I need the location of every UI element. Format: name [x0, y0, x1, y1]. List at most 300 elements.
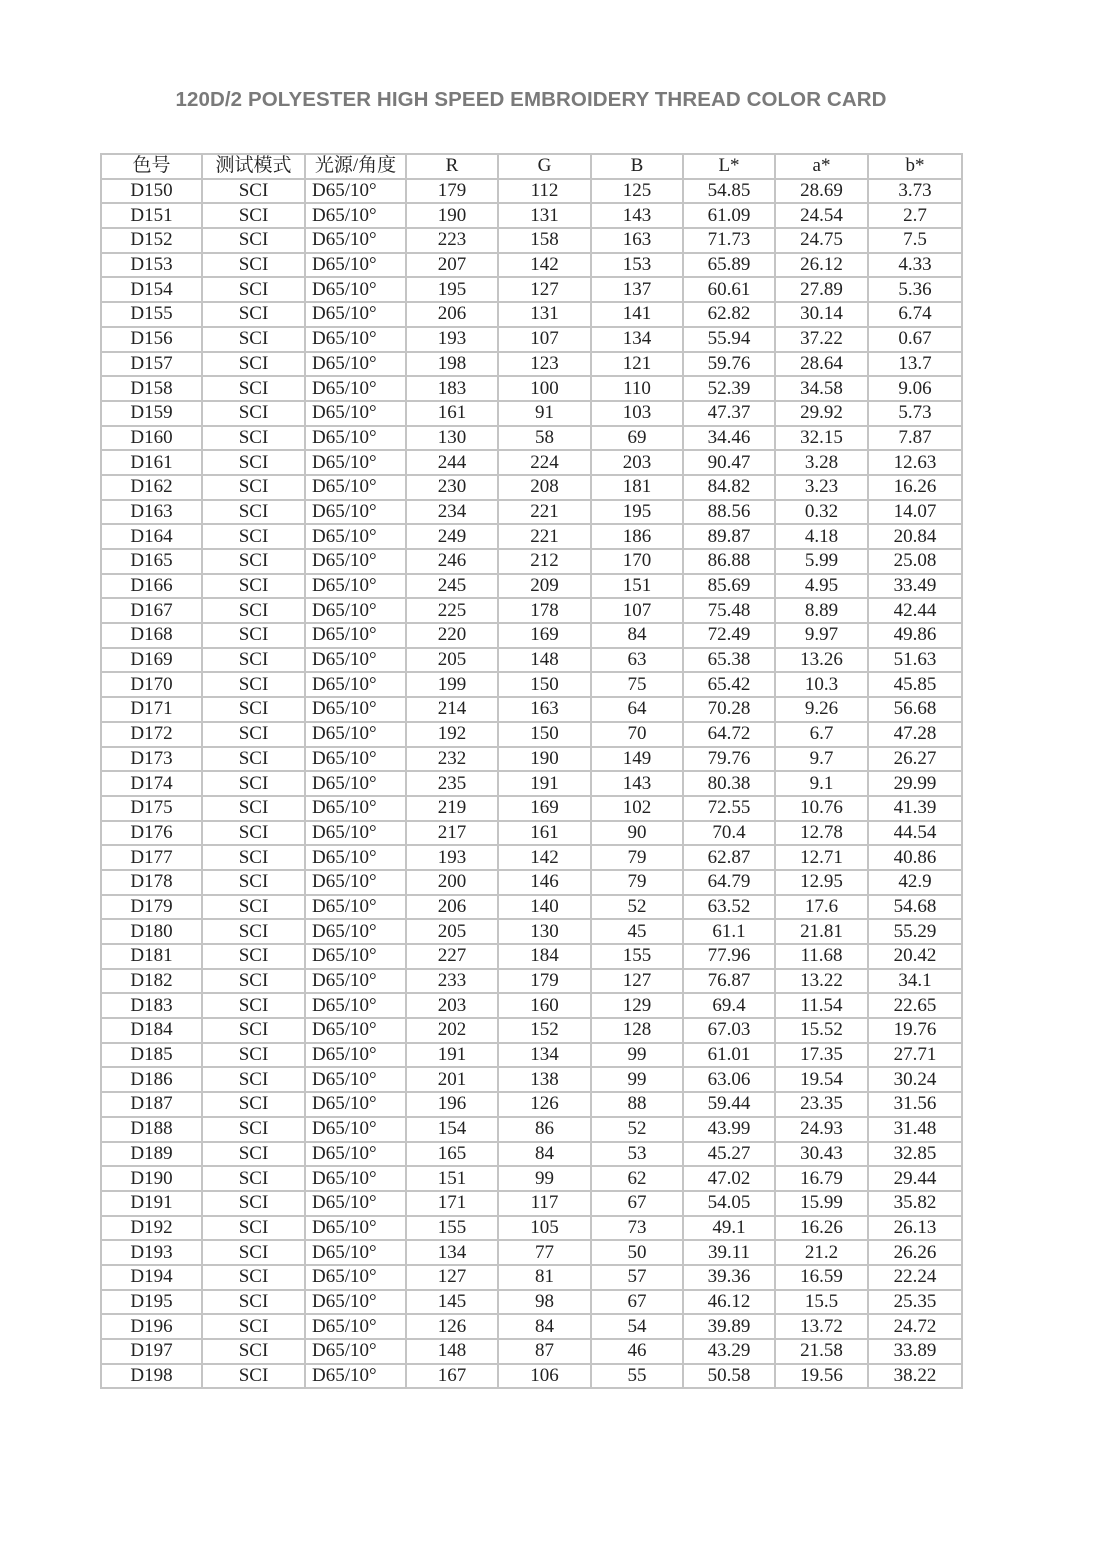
cell-illuminant-angle: D65/10°: [305, 401, 406, 426]
cell-illuminant-angle: D65/10°: [305, 549, 406, 574]
cell-illuminant-angle: D65/10°: [305, 1314, 406, 1339]
cell-a-star: 8.89: [775, 598, 868, 623]
cell-test-mode: SCI: [202, 401, 305, 426]
table-row: [101, 1043, 962, 1068]
cell-l-star: 75.48: [683, 598, 775, 623]
cell-r: 193: [406, 327, 498, 352]
cell-color-code: D176: [101, 821, 202, 846]
cell-illuminant-angle: D65/10°: [305, 796, 406, 821]
cell-test-mode: SCI: [202, 500, 305, 525]
cell-illuminant-angle: D65/10°: [305, 870, 406, 895]
cell-r: 245: [406, 574, 498, 599]
cell-b-star: 5.36: [868, 277, 962, 302]
table-row: [101, 796, 962, 821]
cell-r: 179: [406, 179, 498, 204]
cell-a-star: 15.52: [775, 1018, 868, 1043]
cell-b: 151: [591, 574, 683, 599]
cell-l-star: 62.87: [683, 845, 775, 870]
cell-b-star: 47.28: [868, 722, 962, 747]
cell-b-star: 27.71: [868, 1043, 962, 1068]
cell-r: 161: [406, 401, 498, 426]
cell-a-star: 10.3: [775, 672, 868, 697]
cell-test-mode: SCI: [202, 1166, 305, 1191]
cell-test-mode: SCI: [202, 574, 305, 599]
cell-a-star: 30.43: [775, 1142, 868, 1167]
cell-color-code: D167: [101, 598, 202, 623]
cell-r: 219: [406, 796, 498, 821]
cell-test-mode: SCI: [202, 1265, 305, 1290]
table-row: [101, 771, 962, 796]
cell-color-code: D198: [101, 1364, 202, 1389]
table-row: [101, 574, 962, 599]
cell-test-mode: SCI: [202, 1043, 305, 1068]
cell-illuminant-angle: D65/10°: [305, 697, 406, 722]
cell-a-star: 13.22: [775, 969, 868, 994]
cell-test-mode: SCI: [202, 1191, 305, 1216]
cell-illuminant-angle: D65/10°: [305, 277, 406, 302]
cell-a-star: 16.79: [775, 1166, 868, 1191]
cell-color-code: D181: [101, 944, 202, 969]
cell-g: 105: [498, 1216, 591, 1241]
cell-color-code: D169: [101, 648, 202, 673]
cell-test-mode: SCI: [202, 1216, 305, 1241]
cell-b-star: 29.44: [868, 1166, 962, 1191]
cell-color-code: D157: [101, 352, 202, 377]
cell-b: 103: [591, 401, 683, 426]
table-row: [101, 1142, 962, 1167]
cell-test-mode: SCI: [202, 549, 305, 574]
cell-color-code: D194: [101, 1265, 202, 1290]
cell-color-code: D172: [101, 722, 202, 747]
cell-test-mode: SCI: [202, 1339, 305, 1364]
cell-color-code: D190: [101, 1166, 202, 1191]
cell-g: 190: [498, 747, 591, 772]
cell-illuminant-angle: D65/10°: [305, 747, 406, 772]
cell-r: 195: [406, 277, 498, 302]
cell-b-star: 40.86: [868, 845, 962, 870]
cell-test-mode: SCI: [202, 302, 305, 327]
cell-a-star: 21.2: [775, 1240, 868, 1265]
cell-b-star: 22.24: [868, 1265, 962, 1290]
cell-b: 52: [591, 895, 683, 920]
cell-l-star: 39.36: [683, 1265, 775, 1290]
cell-g: 160: [498, 993, 591, 1018]
cell-b: 129: [591, 993, 683, 1018]
cell-color-code: D152: [101, 228, 202, 253]
cell-b-star: 6.74: [868, 302, 962, 327]
cell-illuminant-angle: D65/10°: [305, 672, 406, 697]
cell-r: 214: [406, 697, 498, 722]
cell-l-star: 54.05: [683, 1191, 775, 1216]
cell-b: 203: [591, 450, 683, 475]
header-l-star: L*: [683, 154, 775, 179]
cell-illuminant-angle: D65/10°: [305, 500, 406, 525]
header-b-star: b*: [868, 154, 962, 179]
cell-test-mode: SCI: [202, 1067, 305, 1092]
cell-illuminant-angle: D65/10°: [305, 1067, 406, 1092]
cell-test-mode: SCI: [202, 771, 305, 796]
cell-illuminant-angle: D65/10°: [305, 1166, 406, 1191]
cell-g: 209: [498, 574, 591, 599]
cell-test-mode: SCI: [202, 944, 305, 969]
cell-a-star: 28.64: [775, 352, 868, 377]
cell-g: 126: [498, 1092, 591, 1117]
table-row: [101, 623, 962, 648]
table-row: [101, 1191, 962, 1216]
table-row: [101, 1216, 962, 1241]
table-row: [101, 1290, 962, 1315]
cell-b: 134: [591, 327, 683, 352]
cell-a-star: 30.14: [775, 302, 868, 327]
header-test-mode: 测试模式: [202, 154, 305, 179]
cell-illuminant-angle: D65/10°: [305, 1142, 406, 1167]
cell-test-mode: SCI: [202, 1290, 305, 1315]
cell-a-star: 16.26: [775, 1216, 868, 1241]
table-row: [101, 747, 962, 772]
cell-color-code: D166: [101, 574, 202, 599]
cell-g: 142: [498, 253, 591, 278]
cell-b-star: 5.73: [868, 401, 962, 426]
cell-b: 54: [591, 1314, 683, 1339]
table-row: [101, 697, 962, 722]
cell-l-star: 85.69: [683, 574, 775, 599]
cell-r: 205: [406, 648, 498, 673]
cell-b-star: 33.49: [868, 574, 962, 599]
cell-b: 73: [591, 1216, 683, 1241]
cell-illuminant-angle: D65/10°: [305, 1018, 406, 1043]
cell-test-mode: SCI: [202, 1018, 305, 1043]
cell-g: 191: [498, 771, 591, 796]
cell-l-star: 80.38: [683, 771, 775, 796]
cell-r: 190: [406, 203, 498, 228]
cell-b: 186: [591, 524, 683, 549]
table-row: [101, 1314, 962, 1339]
table-row: [101, 426, 962, 451]
cell-a-star: 13.72: [775, 1314, 868, 1339]
cell-l-star: 90.47: [683, 450, 775, 475]
cell-illuminant-angle: D65/10°: [305, 1043, 406, 1068]
cell-test-mode: SCI: [202, 179, 305, 204]
cell-b-star: 33.89: [868, 1339, 962, 1364]
cell-b: 141: [591, 302, 683, 327]
cell-test-mode: SCI: [202, 821, 305, 846]
cell-a-star: 12.71: [775, 845, 868, 870]
cell-g: 178: [498, 598, 591, 623]
table-row: [101, 228, 962, 253]
cell-illuminant-angle: D65/10°: [305, 327, 406, 352]
cell-a-star: 28.69: [775, 179, 868, 204]
cell-b-star: 42.9: [868, 870, 962, 895]
cell-a-star: 11.68: [775, 944, 868, 969]
cell-r: 244: [406, 450, 498, 475]
cell-l-star: 88.56: [683, 500, 775, 525]
cell-b: 149: [591, 747, 683, 772]
cell-b-star: 31.48: [868, 1117, 962, 1142]
cell-color-code: D170: [101, 672, 202, 697]
cell-l-star: 45.27: [683, 1142, 775, 1167]
cell-r: 206: [406, 302, 498, 327]
cell-g: 98: [498, 1290, 591, 1315]
cell-test-mode: SCI: [202, 1117, 305, 1142]
cell-a-star: 12.78: [775, 821, 868, 846]
cell-b-star: 41.39: [868, 796, 962, 821]
cell-g: 86: [498, 1117, 591, 1142]
cell-a-star: 12.95: [775, 870, 868, 895]
cell-color-code: D184: [101, 1018, 202, 1043]
cell-b-star: 13.7: [868, 352, 962, 377]
cell-b-star: 3.73: [868, 179, 962, 204]
table-row: [101, 870, 962, 895]
cell-color-code: D168: [101, 623, 202, 648]
cell-l-star: 65.38: [683, 648, 775, 673]
table-row: [101, 253, 962, 278]
cell-color-code: D173: [101, 747, 202, 772]
cell-b: 70: [591, 722, 683, 747]
cell-illuminant-angle: D65/10°: [305, 1117, 406, 1142]
table-row: [101, 1117, 962, 1142]
cell-r: 249: [406, 524, 498, 549]
cell-l-star: 67.03: [683, 1018, 775, 1043]
cell-illuminant-angle: D65/10°: [305, 450, 406, 475]
table-row: [101, 475, 962, 500]
cell-illuminant-angle: D65/10°: [305, 845, 406, 870]
cell-illuminant-angle: D65/10°: [305, 179, 406, 204]
cell-a-star: 4.18: [775, 524, 868, 549]
cell-g: 84: [498, 1142, 591, 1167]
cell-illuminant-angle: D65/10°: [305, 1339, 406, 1364]
cell-color-code: D150: [101, 179, 202, 204]
header-illuminant-angle: 光源/角度: [305, 154, 406, 179]
cell-r: 205: [406, 919, 498, 944]
cell-l-star: 65.89: [683, 253, 775, 278]
cell-b: 57: [591, 1265, 683, 1290]
cell-g: 123: [498, 352, 591, 377]
cell-color-code: D196: [101, 1314, 202, 1339]
cell-illuminant-angle: D65/10°: [305, 969, 406, 994]
cell-g: 146: [498, 870, 591, 895]
cell-illuminant-angle: D65/10°: [305, 771, 406, 796]
cell-l-star: 65.42: [683, 672, 775, 697]
cell-g: 131: [498, 203, 591, 228]
cell-test-mode: SCI: [202, 722, 305, 747]
table-row: [101, 203, 962, 228]
cell-a-star: 11.54: [775, 993, 868, 1018]
cell-g: 58: [498, 426, 591, 451]
cell-color-code: D171: [101, 697, 202, 722]
cell-r: 207: [406, 253, 498, 278]
cell-g: 77: [498, 1240, 591, 1265]
cell-b-star: 45.85: [868, 672, 962, 697]
cell-b-star: 19.76: [868, 1018, 962, 1043]
cell-l-star: 46.12: [683, 1290, 775, 1315]
cell-b-star: 42.44: [868, 598, 962, 623]
cell-a-star: 9.97: [775, 623, 868, 648]
cell-b-star: 26.27: [868, 747, 962, 772]
table-row: [101, 1240, 962, 1265]
cell-illuminant-angle: D65/10°: [305, 574, 406, 599]
cell-b: 143: [591, 771, 683, 796]
cell-b: 143: [591, 203, 683, 228]
cell-illuminant-angle: D65/10°: [305, 1290, 406, 1315]
cell-l-star: 43.29: [683, 1339, 775, 1364]
cell-g: 221: [498, 500, 591, 525]
cell-g: 161: [498, 821, 591, 846]
table-row: [101, 648, 962, 673]
cell-test-mode: SCI: [202, 1364, 305, 1389]
table-row: [101, 969, 962, 994]
cell-b: 67: [591, 1290, 683, 1315]
cell-b: 137: [591, 277, 683, 302]
cell-b-star: 22.65: [868, 993, 962, 1018]
cell-l-star: 76.87: [683, 969, 775, 994]
cell-color-code: D156: [101, 327, 202, 352]
cell-a-star: 26.12: [775, 253, 868, 278]
cell-b-star: 2.7: [868, 203, 962, 228]
cell-illuminant-angle: D65/10°: [305, 475, 406, 500]
cell-illuminant-angle: D65/10°: [305, 821, 406, 846]
cell-color-code: D192: [101, 1216, 202, 1241]
cell-l-star: 47.37: [683, 401, 775, 426]
cell-a-star: 27.89: [775, 277, 868, 302]
cell-l-star: 60.61: [683, 277, 775, 302]
cell-illuminant-angle: D65/10°: [305, 228, 406, 253]
cell-color-code: D186: [101, 1067, 202, 1092]
cell-test-mode: SCI: [202, 450, 305, 475]
cell-illuminant-angle: D65/10°: [305, 524, 406, 549]
table-row: [101, 672, 962, 697]
cell-illuminant-angle: D65/10°: [305, 1191, 406, 1216]
table-row: [101, 376, 962, 401]
cell-l-star: 59.76: [683, 352, 775, 377]
table-row: [101, 919, 962, 944]
cell-r: 193: [406, 845, 498, 870]
cell-color-code: D151: [101, 203, 202, 228]
cell-color-code: D189: [101, 1142, 202, 1167]
cell-color-code: D174: [101, 771, 202, 796]
table-row: [101, 549, 962, 574]
table-row: [101, 500, 962, 525]
cell-color-code: D185: [101, 1043, 202, 1068]
cell-r: 148: [406, 1339, 498, 1364]
cell-g: 163: [498, 697, 591, 722]
table-row: [101, 845, 962, 870]
cell-l-star: 63.52: [683, 895, 775, 920]
cell-g: 140: [498, 895, 591, 920]
cell-r: 198: [406, 352, 498, 377]
cell-b-star: 14.07: [868, 500, 962, 525]
cell-a-star: 4.95: [775, 574, 868, 599]
cell-r: 127: [406, 1265, 498, 1290]
cell-g: 100: [498, 376, 591, 401]
cell-color-code: D178: [101, 870, 202, 895]
cell-test-mode: SCI: [202, 747, 305, 772]
cell-test-mode: SCI: [202, 969, 305, 994]
cell-r: 145: [406, 1290, 498, 1315]
cell-r: 183: [406, 376, 498, 401]
cell-a-star: 24.93: [775, 1117, 868, 1142]
cell-color-code: D180: [101, 919, 202, 944]
cell-b-star: 49.86: [868, 623, 962, 648]
cell-b: 110: [591, 376, 683, 401]
cell-r: 126: [406, 1314, 498, 1339]
cell-b-star: 24.72: [868, 1314, 962, 1339]
cell-b-star: 26.13: [868, 1216, 962, 1241]
cell-b-star: 26.26: [868, 1240, 962, 1265]
cell-illuminant-angle: D65/10°: [305, 895, 406, 920]
cell-a-star: 29.92: [775, 401, 868, 426]
cell-l-star: 34.46: [683, 426, 775, 451]
cell-color-code: D187: [101, 1092, 202, 1117]
cell-b: 79: [591, 845, 683, 870]
cell-color-code: D179: [101, 895, 202, 920]
cell-color-code: D191: [101, 1191, 202, 1216]
cell-r: 233: [406, 969, 498, 994]
cell-color-code: D165: [101, 549, 202, 574]
cell-g: 212: [498, 549, 591, 574]
cell-l-star: 72.55: [683, 796, 775, 821]
cell-b: 50: [591, 1240, 683, 1265]
cell-b-star: 4.33: [868, 253, 962, 278]
cell-g: 169: [498, 796, 591, 821]
cell-b-star: 0.67: [868, 327, 962, 352]
cell-r: 155: [406, 1216, 498, 1241]
cell-test-mode: SCI: [202, 352, 305, 377]
cell-illuminant-angle: D65/10°: [305, 203, 406, 228]
cell-l-star: 77.96: [683, 944, 775, 969]
cell-g: 106: [498, 1364, 591, 1389]
cell-a-star: 9.26: [775, 697, 868, 722]
cell-g: 107: [498, 327, 591, 352]
cell-b: 67: [591, 1191, 683, 1216]
header-a-star: a*: [775, 154, 868, 179]
cell-b-star: 38.22: [868, 1364, 962, 1389]
cell-r: 200: [406, 870, 498, 895]
cell-g: 158: [498, 228, 591, 253]
color-card-table: [100, 153, 963, 1389]
cell-b-star: 7.5: [868, 228, 962, 253]
cell-b: 153: [591, 253, 683, 278]
cell-b-star: 16.26: [868, 475, 962, 500]
cell-l-star: 63.06: [683, 1067, 775, 1092]
cell-b-star: 7.87: [868, 426, 962, 451]
cell-test-mode: SCI: [202, 895, 305, 920]
cell-l-star: 47.02: [683, 1166, 775, 1191]
cell-l-star: 52.39: [683, 376, 775, 401]
cell-b: 127: [591, 969, 683, 994]
cell-g: 179: [498, 969, 591, 994]
cell-g: 224: [498, 450, 591, 475]
cell-color-code: D160: [101, 426, 202, 451]
cell-b: 75: [591, 672, 683, 697]
cell-r: 234: [406, 500, 498, 525]
cell-test-mode: SCI: [202, 1142, 305, 1167]
table-row: [101, 277, 962, 302]
cell-b: 53: [591, 1142, 683, 1167]
cell-test-mode: SCI: [202, 796, 305, 821]
cell-test-mode: SCI: [202, 426, 305, 451]
cell-g: 148: [498, 648, 591, 673]
cell-test-mode: SCI: [202, 203, 305, 228]
cell-a-star: 19.54: [775, 1067, 868, 1092]
cell-a-star: 17.35: [775, 1043, 868, 1068]
cell-test-mode: SCI: [202, 1240, 305, 1265]
cell-b: 155: [591, 944, 683, 969]
cell-b-star: 56.68: [868, 697, 962, 722]
cell-g: 169: [498, 623, 591, 648]
cell-a-star: 24.54: [775, 203, 868, 228]
cell-r: 192: [406, 722, 498, 747]
cell-test-mode: SCI: [202, 475, 305, 500]
